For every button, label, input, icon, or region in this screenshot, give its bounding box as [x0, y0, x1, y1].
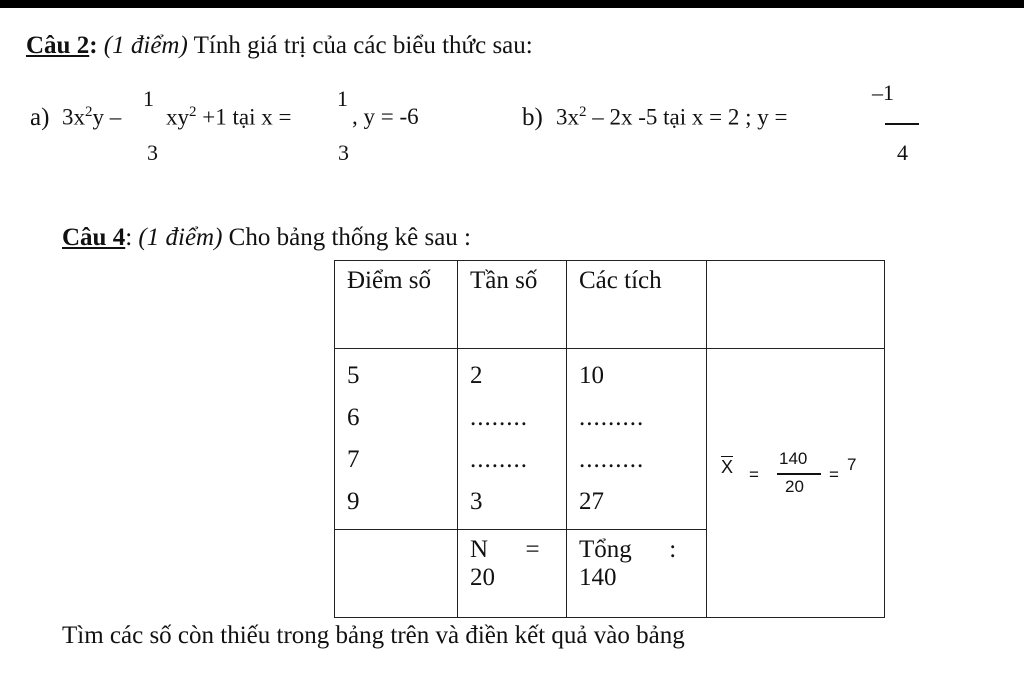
- mean-fraction-bar: [777, 473, 821, 475]
- mean-formula: [707, 449, 884, 496]
- question-2-heading: Câu 2: (1 điểm) Tính giá trị của các biểu thức sau:: [26, 32, 533, 59]
- mean-result: 7: [847, 455, 857, 474]
- part-b-label: b): [522, 104, 543, 131]
- total-empty-cell: [335, 530, 458, 618]
- product-blank: .........: [579, 404, 645, 431]
- part-a-expression-1: $3x^2y$ –: [62, 104, 122, 130]
- question-4-label: Câu 4: [62, 224, 126, 251]
- score-column: [335, 349, 458, 530]
- products-column: [567, 349, 707, 530]
- header-empty: [707, 261, 885, 349]
- part-a-fraction-1-numerator: 1: [143, 86, 154, 111]
- mean-equals-1: =: [749, 465, 759, 484]
- frequency-blank: ........: [470, 404, 528, 431]
- instruction-text: Tìm các số còn thiếu trong bảng trên và điền kết quả vào bảng: [62, 622, 685, 649]
- frequency-blank: ........: [470, 446, 528, 473]
- product-value: 10: [579, 362, 604, 389]
- part-b-expression: $3x^2 - 2x$ -5 tại x = 2 ; y =: [556, 104, 788, 130]
- mean-cell: [707, 349, 885, 618]
- frequency-column: [458, 349, 567, 530]
- header-score: Điểm số: [335, 261, 458, 349]
- total-n: N = 20: [458, 530, 567, 618]
- question-2-prompt: Tính giá trị của các biểu thức sau:: [193, 32, 533, 59]
- table-data-row: [335, 349, 885, 530]
- frequency-value: 2: [470, 362, 483, 389]
- part-a-fraction-2-numerator: 1: [337, 86, 348, 111]
- part-a-expression-3: , y = -6: [352, 104, 419, 129]
- header-products: Các tích: [567, 261, 707, 349]
- score-value: 5: [347, 362, 360, 389]
- part-b-fraction-numerator: –1: [872, 80, 894, 105]
- question-2-label: Câu 2: [26, 32, 90, 59]
- product-blank: .........: [579, 446, 645, 473]
- table-header-row: [335, 261, 885, 349]
- score-value: 9: [347, 488, 360, 515]
- part-b-fraction-bar: [885, 123, 919, 125]
- frequency-value: 3: [470, 488, 483, 515]
- question-4-points: (1 điểm): [138, 224, 223, 251]
- header-frequency: Tần số: [458, 261, 567, 349]
- mean-symbol: $\overline{X}$: [721, 457, 734, 477]
- part-b-fraction-denominator: 4: [897, 140, 908, 165]
- part-a-label: a): [30, 104, 50, 131]
- top-border: [0, 0, 1024, 8]
- statistics-table: [334, 260, 885, 618]
- question-2-points: (1 điểm): [103, 32, 188, 59]
- mean-equals-2: =: [829, 465, 839, 484]
- question-4-prompt: Cho bảng thống kê sau :: [228, 224, 472, 251]
- mean-denominator: 20: [785, 477, 804, 496]
- mean-numerator: 140: [779, 449, 808, 468]
- part-a-fraction-1-denominator: 3: [147, 140, 158, 165]
- score-value: 7: [347, 446, 360, 473]
- part-a-expression-2: $xy^2 +1$ tại x =: [166, 104, 292, 130]
- total-sum: Tổng : 140: [567, 530, 707, 618]
- product-value: 27: [579, 488, 604, 515]
- score-value: 6: [347, 404, 360, 431]
- part-a-fraction-2-denominator: 3: [338, 140, 349, 165]
- question-4-heading: Câu 4: (1 điểm) Cho bảng thống kê sau :: [62, 224, 472, 251]
